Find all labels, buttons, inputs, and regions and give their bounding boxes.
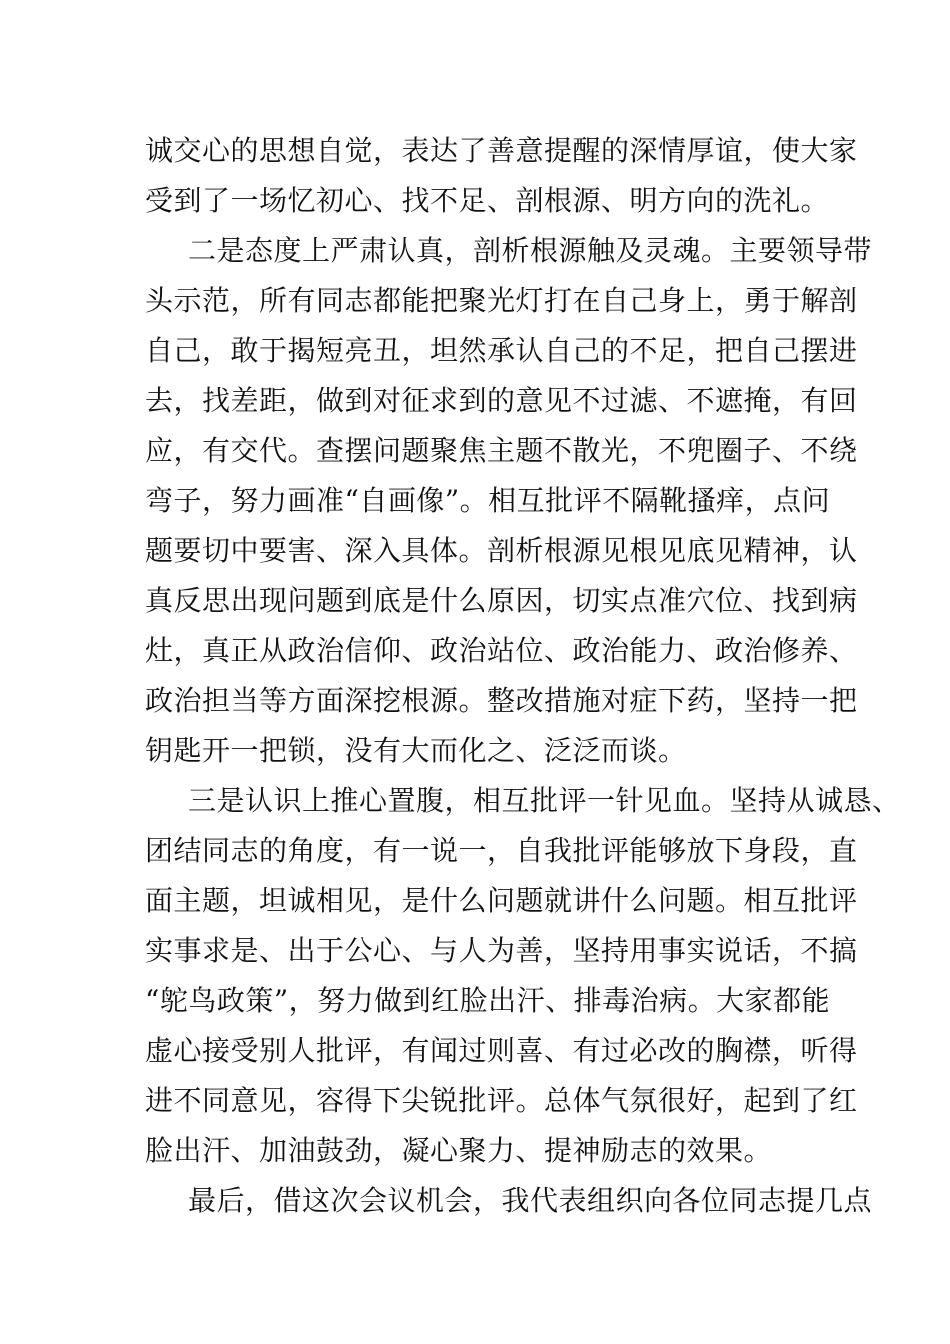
text-line-17: 实事求是、出于公心、与人为善，坚持用事实说话，不搞 (145, 934, 858, 967)
text-line-20: 进不同意见，容得下尖锐批评。总体气氛很好，起到了红 (145, 1084, 858, 1117)
text-line-8: 弯子，努力画准“自画像”。相互批评不隔靴搔痒，点问 (145, 484, 831, 517)
text-line-6: 去，找差距，做到对征求到的意见不过滤、不遮掩，有回 (145, 384, 858, 417)
text-line-7: 应，有交代。查摆问题聚焦主题不散光，不兜圈子、不绕 (145, 434, 858, 467)
text-line-21: 脸出汗、加油鼓劲，凝心聚力、提神励志的效果。 (145, 1134, 773, 1167)
text-line-13: 钥匙开一把锁，没有大而化之、泛泛而谈。 (145, 734, 687, 767)
paragraph-2-start: 二是态度上严肃认真，剖析根源触及灵魂。主要领导带 (188, 234, 873, 267)
text-line-5: 自己，敢于揭短亮丑，坦然承认自己的不足，把自己摆进 (145, 334, 858, 367)
text-line-9: 题要切中要害、深入具体。剖析根源见根见底见精神，认 (145, 534, 858, 567)
text-line-2: 受到了一场忆初心、找不足、剖根源、明方向的洗礼。 (145, 184, 830, 217)
text-line-19: 虚心接受别人批评，有闻过则喜、有过必改的胸襟，听得 (145, 1034, 858, 1067)
text-line-12: 政治担当等方面深挖根源。整改措施对症下药，坚持一把 (145, 684, 858, 717)
text-line-16: 面主题，坦诚相见，是什么问题就讲什么问题。相互批评 (145, 884, 858, 917)
text-line-11: 灶，真正从政治信仰、政治站位、政治能力、政治修养、 (145, 634, 858, 667)
text-line-18: “鸵鸟政策”，努力做到红脸出汗、排毒治病。大家都能 (145, 984, 831, 1017)
paragraph-3-start: 三是认识上推心置腹，相互批评一针见血。坚持从诚恳、 (188, 784, 901, 817)
text-line-10: 真反思出现问题到底是什么原因，切实点准穴位、找到病 (145, 584, 858, 617)
paragraph-4-start: 最后，借这次会议机会，我代表组织向各位同志提几点 (188, 1184, 873, 1217)
text-line-15: 团结同志的角度，有一说一，自我批评能够放下身段，直 (145, 834, 858, 867)
text-line-1: 诚交心的思想自觉，表达了善意提醒的深情厚谊，使大家 (145, 134, 858, 167)
text-line-4: 头示范，所有同志都能把聚光灯打在自己身上，勇于解剖 (145, 284, 858, 317)
